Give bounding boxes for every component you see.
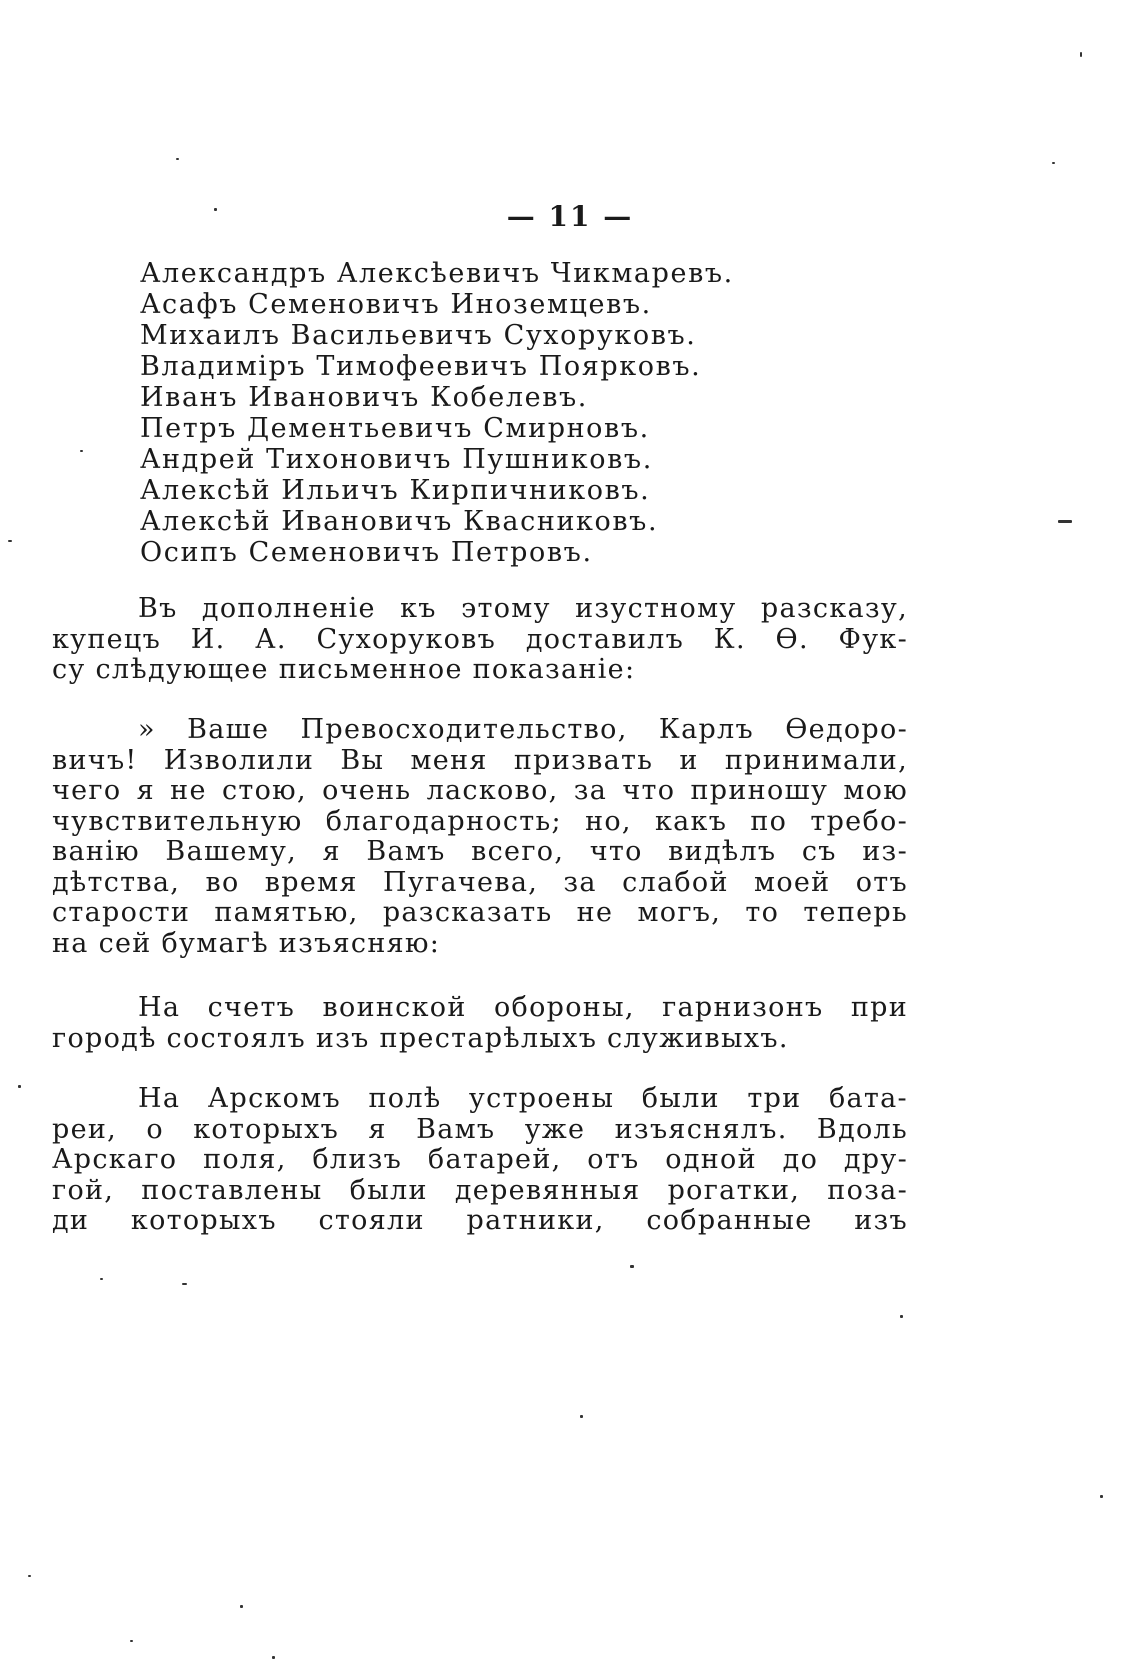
text-line: чувствительную благодарность; но, какъ по требо- <box>52 805 908 837</box>
scan-speck <box>130 1640 133 1642</box>
scan-speck <box>80 450 83 452</box>
text-line: вичъ! Изволили Вы меня призвать и принимали, <box>52 744 908 776</box>
scan-speck <box>8 540 12 542</box>
scan-speck <box>580 1415 583 1418</box>
scan-speck <box>18 1085 21 1088</box>
scan-speck <box>214 208 217 211</box>
paragraph-garrison <box>52 993 908 1054</box>
scan-speck <box>176 158 179 160</box>
scan-speck <box>182 1283 187 1285</box>
text-line: » Ваше Превосходительство, Карлъ Ѳедоро- <box>138 714 908 745</box>
text-line: чего я не стою, очень ласково, за что приношу мою <box>52 775 908 806</box>
text-line: купецъ И. А. Сухоруковъ доставилъ К. Ѳ. Фук- <box>52 623 908 655</box>
scan-speck <box>28 1575 31 1577</box>
text-line: На счетъ воинской обороны, гарнизонъ при <box>138 992 908 1023</box>
text-line: реи, о которыхъ я Вамъ уже изъяснялъ. Вдоль <box>52 1113 908 1145</box>
text-line: на сей бумагѣ изъясняю: <box>52 927 441 959</box>
list-item: Иванъ Ивановичъ Кобелевъ. <box>140 382 588 413</box>
names-list <box>140 258 960 568</box>
list-item: Михаилъ Васильевичъ Сухоруковъ. <box>140 320 697 351</box>
scan-speck <box>240 1605 243 1608</box>
scan-speck <box>630 1265 634 1268</box>
list-item: Петръ Дементьевичъ Смирновъ. <box>140 413 650 444</box>
text-line: городѣ состоялъ изъ престарѣлыхъ служивыхъ. <box>52 1022 789 1054</box>
scan-speck <box>1052 162 1055 164</box>
scan-speck <box>272 1656 275 1659</box>
text-line: гой, поставлены были деревянныя рогатки, поза- <box>52 1174 908 1206</box>
list-item: Алексѣй Ильичъ Кирпичниковъ. <box>140 475 651 506</box>
page-number: — 11 — <box>506 200 634 233</box>
text-line: Въ дополненіе къ этому изустному разсказу, <box>138 593 908 624</box>
scan-speck <box>1080 52 1082 57</box>
paragraph-letter <box>52 715 908 959</box>
list-item: Владиміръ Тимофеевичъ Поярковъ. <box>140 351 702 382</box>
list-item: Асафъ Семеновичъ Иноземцевъ. <box>140 289 652 320</box>
paragraph-addition <box>52 594 908 686</box>
list-item: Осипъ Семеновичъ Петровъ. <box>140 537 593 568</box>
text-line: су слѣдующее письменное показаніе: <box>52 654 636 685</box>
text-line: ванію Вашему, я Вамъ всего, что видѣлъ съ из- <box>52 836 908 867</box>
scan-speck <box>900 1315 903 1318</box>
text-line: ди которыхъ стояли ратники, собранные изъ <box>52 1205 908 1236</box>
scan-speck <box>100 1278 103 1280</box>
list-item: Алексѣй Ивановичъ Квасниковъ. <box>140 506 659 537</box>
text-line: дѣтства, во время Пугачева, за слабой моей отъ <box>52 866 908 898</box>
list-item: Андрей Тихоновичъ Пушниковъ. <box>140 444 653 475</box>
list-item: Александръ Алексѣевичъ Чикмаревъ. <box>140 258 734 289</box>
text-line: старости памятью, разсказать не могъ, то теперь <box>52 897 908 928</box>
text-line: Арскаго поля, близъ батарей, отъ одной до дру- <box>52 1144 908 1175</box>
text-line: На Арскомъ полѣ устроены были три бата- <box>138 1083 908 1114</box>
scan-speck <box>1100 1495 1103 1498</box>
scan-speck <box>1058 520 1072 523</box>
paragraph-batteries <box>52 1084 908 1237</box>
